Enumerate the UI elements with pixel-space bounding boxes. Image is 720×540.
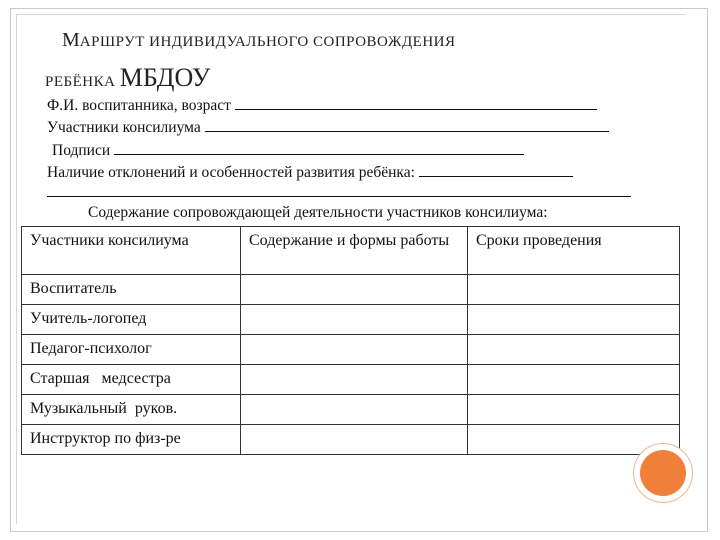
- row-dates-cell[interactable]: [468, 305, 680, 335]
- title-initial: М: [62, 29, 80, 51]
- row-participant: Музыкальный руков.: [22, 395, 241, 425]
- field-deviations-continued: [47, 183, 631, 202]
- field-name-age: [47, 96, 597, 115]
- row-participant: Старшая медсестра: [22, 365, 241, 395]
- row-content-cell[interactable]: [241, 395, 468, 425]
- field-participants-blank[interactable]: [205, 118, 609, 132]
- row-content-cell[interactable]: [241, 335, 468, 365]
- field-signatures-label: Подписи: [52, 142, 111, 159]
- row-dates-cell[interactable]: [468, 425, 680, 455]
- row-dates-cell[interactable]: [468, 335, 680, 365]
- title-institution: МБДОУ: [119, 63, 211, 92]
- field-name-age-label: Ф.И. воспитанника, возраст: [47, 97, 231, 114]
- header-dates: Сроки проведения: [468, 227, 680, 275]
- header-participants: Участники консилиума: [22, 227, 241, 275]
- field-deviations: [47, 163, 573, 182]
- row-participant: Учитель-логопед: [22, 305, 241, 335]
- table-row: [22, 395, 680, 425]
- row-dates-cell[interactable]: [468, 365, 680, 395]
- row-content-cell[interactable]: [241, 275, 468, 305]
- row-participant: Воспитатель: [22, 275, 241, 305]
- field-participants: [47, 118, 609, 137]
- table-row: [22, 425, 680, 455]
- table-row: [22, 275, 680, 305]
- table-row: [22, 365, 680, 395]
- page-title: [45, 22, 685, 100]
- row-participant: Инструктор по физ-ре: [22, 425, 241, 455]
- field-deviations-blank-2[interactable]: [47, 183, 631, 197]
- title-line-2: РЕБЁНКА: [45, 74, 120, 90]
- table-subheading: Содержание сопровождающей деятельности участников консилиума:: [88, 204, 548, 221]
- row-content-cell[interactable]: [241, 365, 468, 395]
- row-content-cell[interactable]: [241, 425, 468, 455]
- field-participants-label: Участники консилиума: [47, 119, 201, 136]
- field-deviations-blank[interactable]: [419, 163, 573, 177]
- route-table: [21, 226, 680, 455]
- header-content: Содержание и формы работы: [241, 227, 468, 275]
- row-participant: Педагог-психолог: [22, 335, 241, 365]
- table-header-row: [22, 227, 680, 275]
- row-content-cell[interactable]: [241, 305, 468, 335]
- table-row: [22, 305, 680, 335]
- field-signatures: [52, 141, 524, 160]
- field-deviations-label: Наличие отклонений и особенностей развития ребёнка:: [47, 164, 415, 181]
- field-signatures-blank[interactable]: [114, 141, 524, 155]
- table-row: [22, 335, 680, 365]
- field-name-age-blank[interactable]: [235, 96, 597, 110]
- title-line-1: АРШРУТ ИНДИВИДУАЛЬНОГО СОПРОВОЖДЕНИЯ: [79, 34, 456, 50]
- decorative-orange-circle: [640, 450, 686, 496]
- row-dates-cell[interactable]: [468, 275, 680, 305]
- row-dates-cell[interactable]: [468, 395, 680, 425]
